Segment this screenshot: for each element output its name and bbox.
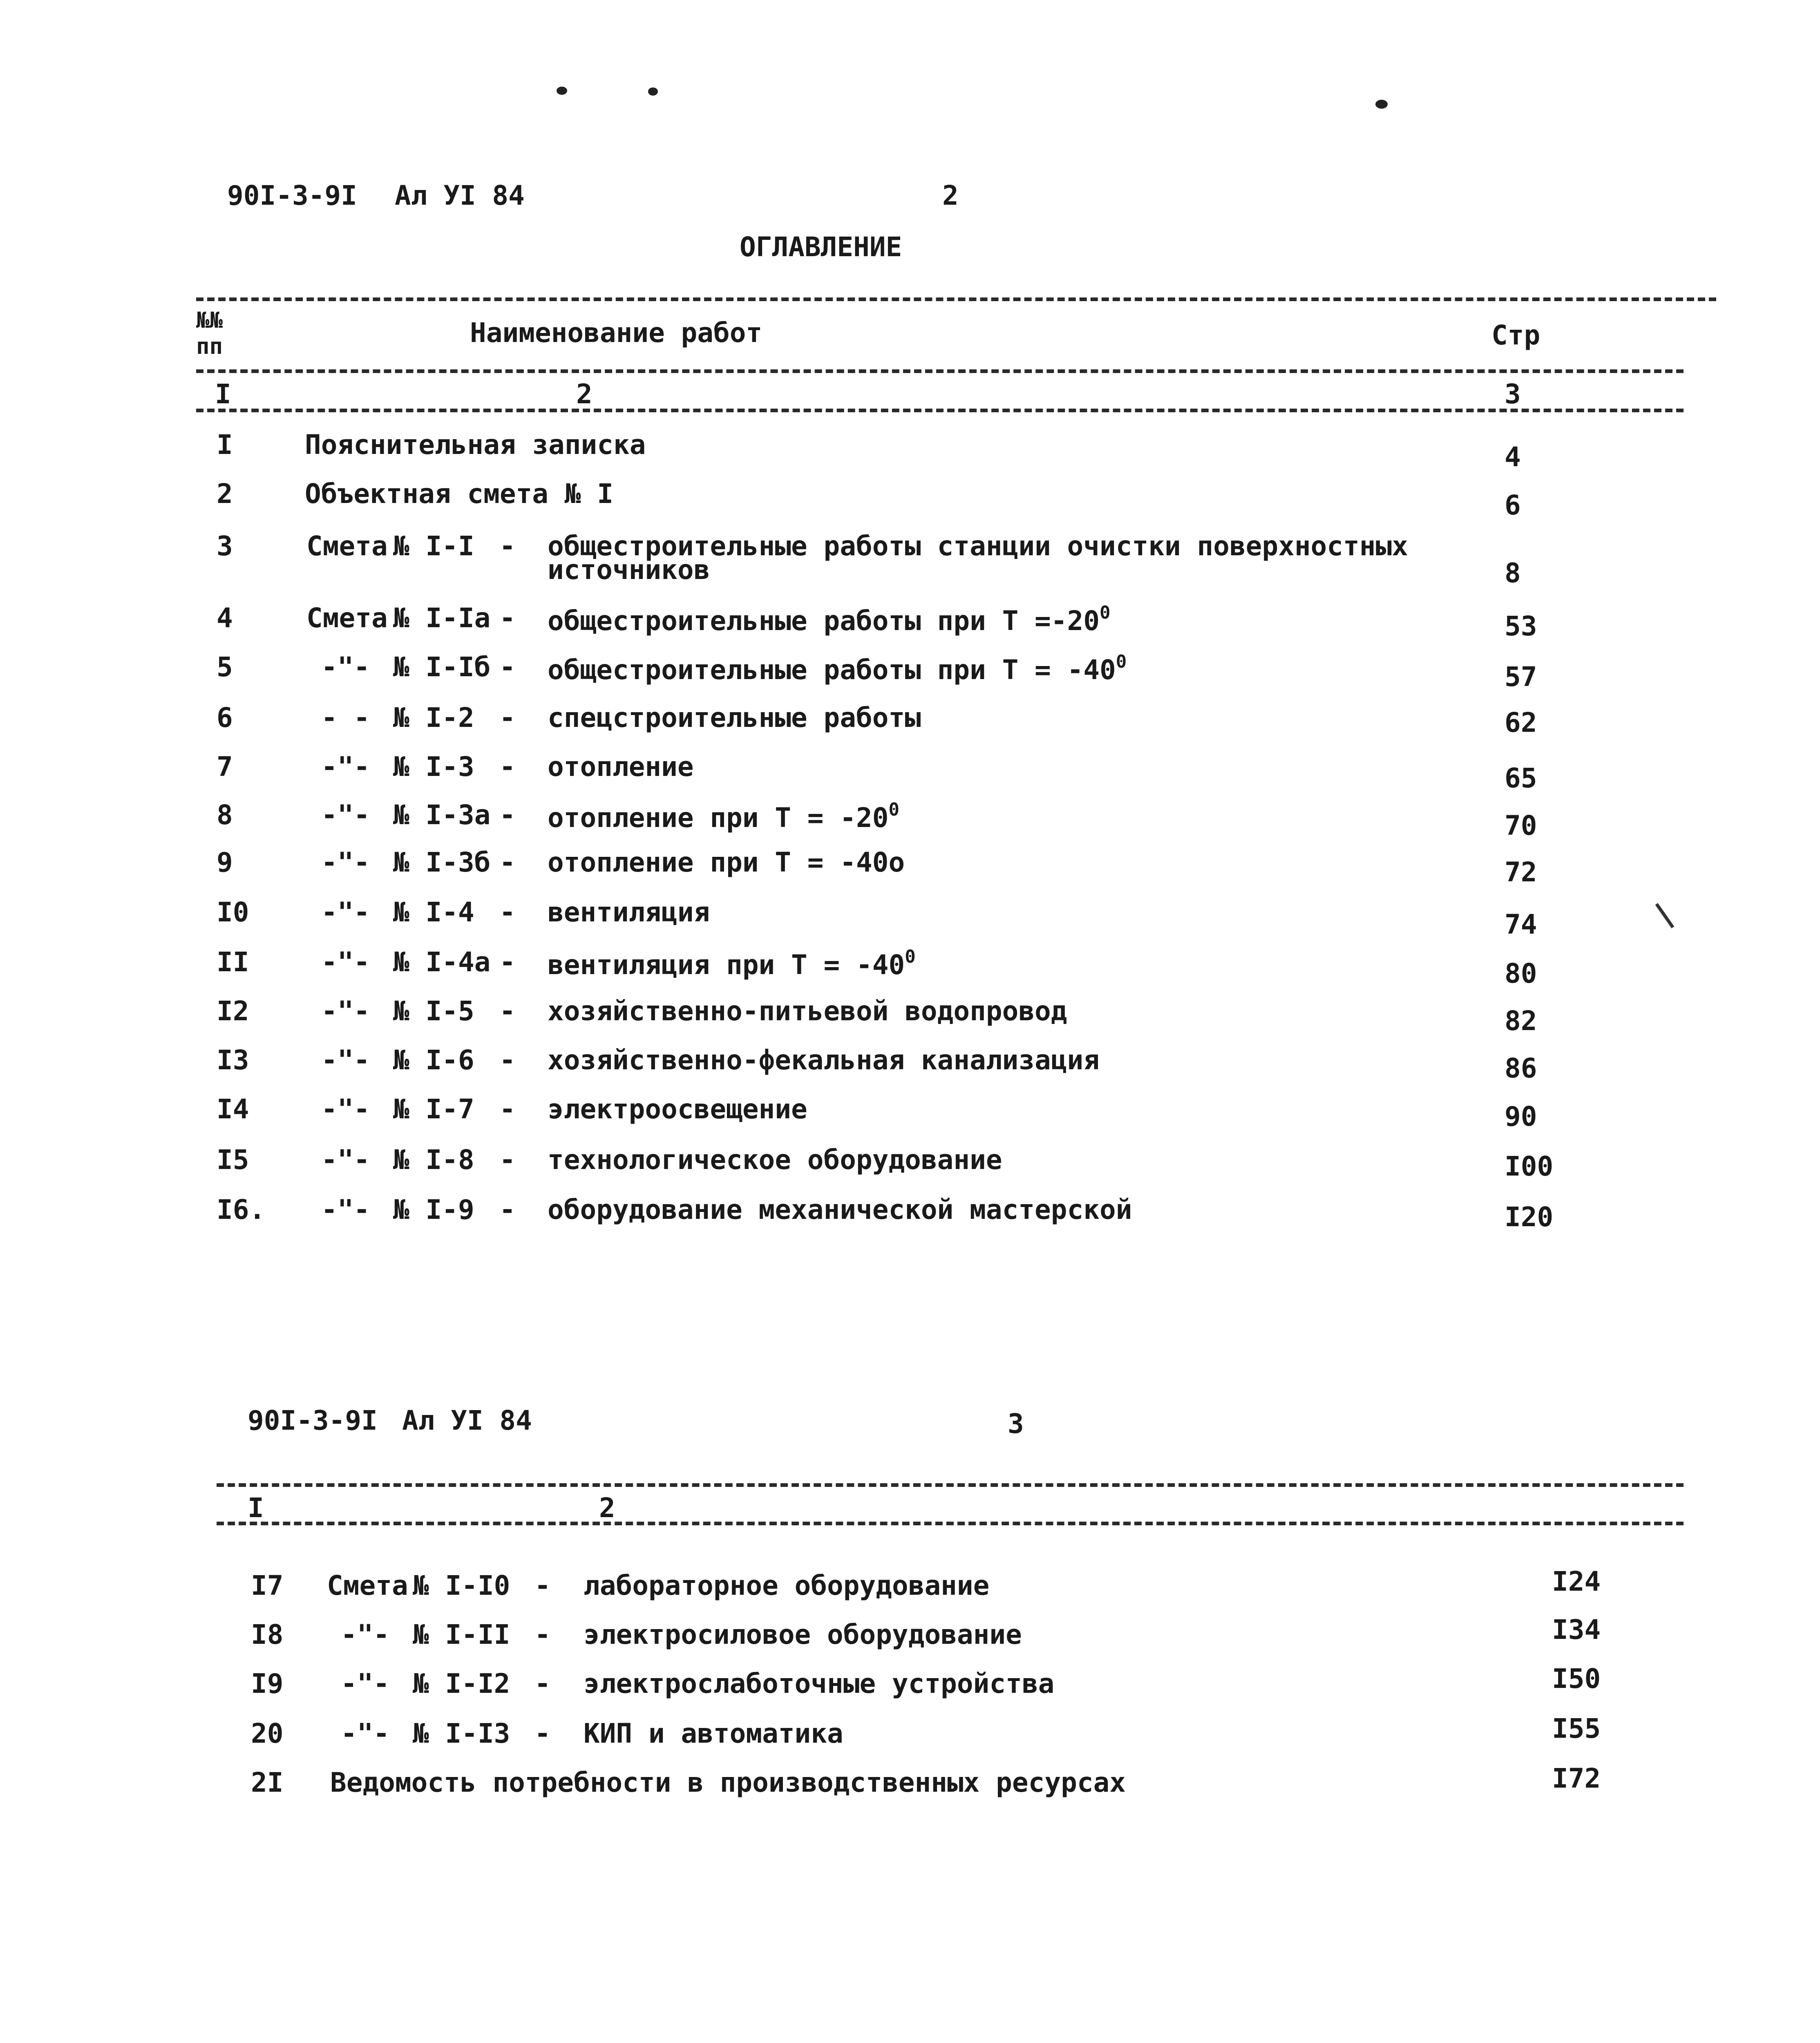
estimate-label: -"- bbox=[321, 847, 370, 878]
row-dash: - bbox=[534, 1718, 551, 1749]
column-header-page: Стр bbox=[1491, 320, 1541, 351]
row-dash: - bbox=[499, 1144, 516, 1176]
estimate-ref: № I-I3 bbox=[413, 1718, 510, 1749]
row-title: вентиляция при $Т = -40^0$ bbox=[548, 946, 916, 981]
row-number: 9 bbox=[217, 847, 233, 878]
estimate-ref: № I-8 bbox=[393, 1144, 474, 1176]
row-dash: - bbox=[534, 1619, 551, 1650]
estimate-ref: № I-5 bbox=[393, 995, 474, 1027]
estimate-ref: № I-6 bbox=[393, 1044, 474, 1076]
column-index-3: 3 bbox=[1505, 378, 1521, 410]
row-dash: - bbox=[499, 847, 516, 878]
column-index-2: 2 bbox=[576, 378, 593, 410]
estimate-label: -"- bbox=[321, 651, 370, 683]
estimate-label: -"- bbox=[321, 896, 370, 928]
row-dash: - bbox=[499, 651, 516, 683]
estimate-ref: № I-I0 bbox=[413, 1570, 510, 1601]
album-number-2: Ал УI 84 bbox=[402, 1405, 532, 1436]
row-number: I0 bbox=[217, 896, 249, 928]
row-title: оборудование механической мастерской bbox=[548, 1194, 1132, 1225]
row-page: 72 bbox=[1505, 856, 1537, 888]
row-dash: - bbox=[499, 946, 516, 978]
table-top-rule bbox=[196, 297, 1716, 301]
row-title-continued: источников bbox=[548, 554, 710, 586]
header-bottom-rule bbox=[196, 369, 1684, 373]
estimate-ref: № I-I2 bbox=[413, 1668, 510, 1699]
row-page: 65 bbox=[1505, 762, 1537, 794]
album-number: Ал УI 84 bbox=[395, 180, 525, 211]
estimate-label: Смета bbox=[327, 1570, 408, 1601]
row-number: I bbox=[217, 429, 233, 460]
row-dash: - bbox=[499, 995, 516, 1027]
row-title: лабораторное оборудование bbox=[584, 1570, 990, 1601]
row-number: I5 bbox=[217, 1144, 249, 1176]
row-number: 2 bbox=[217, 478, 233, 510]
degree-superscript: 0 bbox=[1100, 602, 1111, 623]
row-title: хозяйственно-питьевой водопровод bbox=[548, 995, 1067, 1027]
estimate-ref: № I-Iа bbox=[393, 602, 491, 634]
document-code: 90I-3-9I bbox=[227, 180, 357, 211]
estimate-label: -"- bbox=[321, 1093, 370, 1125]
row-number: 20 bbox=[251, 1718, 284, 1749]
estimate-ref: № I-7 bbox=[393, 1093, 474, 1125]
row-page: I72 bbox=[1552, 1763, 1601, 1794]
row-dash: - bbox=[499, 751, 516, 782]
row-page: 4 bbox=[1505, 441, 1521, 473]
column2-index-1: I bbox=[248, 1492, 264, 1524]
scan-mark bbox=[1655, 903, 1675, 928]
row-number: 8 bbox=[217, 799, 233, 831]
estimate-label: Смета bbox=[306, 602, 388, 634]
row-number: II bbox=[217, 946, 249, 978]
degree-superscript: 0 bbox=[905, 946, 916, 967]
row-page: 86 bbox=[1505, 1053, 1537, 1084]
row-number: I9 bbox=[251, 1668, 284, 1699]
estimate-label: -"- bbox=[321, 946, 370, 978]
estimate-label: -"- bbox=[341, 1668, 390, 1699]
page-title: ОГЛАВЛЕНИЕ bbox=[740, 231, 902, 263]
row-page: I50 bbox=[1552, 1663, 1601, 1694]
scan-speck bbox=[648, 87, 658, 96]
estimate-ref: № I-3 bbox=[393, 751, 474, 782]
estimate-ref: № I-3а bbox=[393, 799, 491, 831]
row-title: КИП и автоматика bbox=[584, 1718, 843, 1749]
row-number: 4 bbox=[217, 602, 233, 634]
row-page: I20 bbox=[1505, 1201, 1554, 1233]
page-number: 2 bbox=[942, 180, 959, 211]
row-title: Пояснительная записка bbox=[305, 429, 646, 460]
estimate-label: -"- bbox=[321, 1144, 370, 1176]
row-dash: - bbox=[499, 799, 516, 831]
row-dash: - bbox=[499, 530, 516, 562]
column-header-name: Наименование работ bbox=[470, 317, 762, 349]
row-title: общестроительные работы при $Т = -40^0$ bbox=[548, 651, 1127, 686]
scan-speck bbox=[557, 87, 567, 95]
row-page: I34 bbox=[1552, 1614, 1601, 1645]
estimate-label: -"- bbox=[321, 1194, 370, 1225]
row-number: I4 bbox=[217, 1093, 249, 1125]
row-title: отопление при Т = -40о bbox=[548, 847, 905, 878]
row-title: электросиловое оборудование bbox=[584, 1619, 1022, 1650]
row-dash: - bbox=[534, 1570, 551, 1601]
row-page: 57 bbox=[1505, 661, 1537, 693]
row-page: I00 bbox=[1505, 1151, 1554, 1182]
row-dash: - bbox=[499, 1093, 516, 1125]
row-page: 90 bbox=[1505, 1101, 1537, 1132]
row-number: 3 bbox=[217, 530, 233, 562]
row-title: Ведомость потребности в производственных ресурсах bbox=[330, 1767, 1126, 1798]
row-title: общестроительные работы при $Т =-20^0$ bbox=[548, 602, 1111, 637]
degree-superscript: 0 bbox=[888, 799, 899, 820]
column-index-1: I bbox=[215, 378, 231, 410]
row-dash: - bbox=[534, 1668, 551, 1699]
estimate-ref: № I-Iб bbox=[393, 651, 491, 683]
row-title: спецстроительные работы bbox=[548, 702, 921, 733]
row-number: I6. bbox=[217, 1194, 266, 1225]
row-title: отопление при $Т = -20^0$ bbox=[548, 799, 899, 834]
row-number: I8 bbox=[251, 1619, 284, 1650]
column2-index-2: 2 bbox=[599, 1492, 615, 1524]
estimate-ref: № I-II bbox=[413, 1619, 510, 1650]
row-number: 6 bbox=[217, 702, 233, 733]
row-dash: - bbox=[499, 896, 516, 928]
estimate-ref: № I-2 bbox=[393, 702, 474, 733]
row-page: 53 bbox=[1505, 610, 1537, 642]
table2-index-rule bbox=[217, 1522, 1684, 1525]
row-title: Объектная смета № I bbox=[305, 478, 613, 510]
row-number: I7 bbox=[251, 1570, 284, 1601]
row-number: 5 bbox=[217, 651, 233, 683]
page-number-2: 3 bbox=[1008, 1408, 1024, 1439]
document-code-2: 90I-3-9I bbox=[248, 1405, 378, 1436]
row-dash: - bbox=[499, 1044, 516, 1076]
degree-superscript: 0 bbox=[1116, 651, 1127, 672]
row-number: I2 bbox=[217, 995, 249, 1027]
row-title: электроосвещение bbox=[548, 1093, 807, 1125]
estimate-label: -"- bbox=[341, 1619, 390, 1650]
estimate-label: -"- bbox=[321, 1044, 370, 1076]
row-page: 80 bbox=[1505, 958, 1537, 989]
row-page: 6 bbox=[1505, 490, 1521, 521]
row-page: I55 bbox=[1552, 1713, 1601, 1744]
row-page: I24 bbox=[1552, 1566, 1601, 1597]
row-dash: - bbox=[499, 602, 516, 634]
row-title: отопление bbox=[548, 751, 694, 782]
row-title: вентиляция bbox=[548, 896, 710, 928]
estimate-label: - - bbox=[321, 702, 370, 733]
index-bottom-rule bbox=[196, 409, 1684, 412]
estimate-ref: № I-I bbox=[393, 530, 474, 562]
row-title: общестроительные работы станции очистки поверхностных bbox=[548, 530, 1408, 562]
table2-top-rule bbox=[217, 1483, 1684, 1487]
row-dash: - bbox=[499, 1194, 516, 1225]
row-page: 70 bbox=[1505, 810, 1537, 841]
row-page: 62 bbox=[1505, 707, 1537, 738]
estimate-label: -"- bbox=[321, 995, 370, 1027]
row-page: 8 bbox=[1505, 557, 1521, 589]
estimate-ref: № I-3б bbox=[393, 847, 491, 878]
scan-speck bbox=[1375, 100, 1388, 109]
row-title: хозяйственно-фекальная канализация bbox=[548, 1044, 1100, 1076]
estimate-label: Смета bbox=[306, 530, 388, 562]
row-title: технологическое оборудование bbox=[548, 1144, 1002, 1176]
estimate-ref: № I-4а bbox=[393, 946, 491, 978]
estimate-ref: № I-4 bbox=[393, 896, 474, 928]
column-header-number: №№ пп bbox=[196, 307, 223, 359]
row-number: I3 bbox=[217, 1044, 249, 1076]
estimate-label: -"- bbox=[321, 799, 370, 831]
row-number: 2I bbox=[251, 1767, 284, 1798]
row-dash: - bbox=[499, 702, 516, 733]
row-number: 7 bbox=[217, 751, 233, 782]
row-title: электрослаботочные устройства bbox=[584, 1668, 1055, 1699]
estimate-ref: № I-9 bbox=[393, 1194, 474, 1225]
estimate-label: -"- bbox=[341, 1718, 390, 1749]
row-page: 74 bbox=[1505, 909, 1537, 940]
row-page: 82 bbox=[1505, 1005, 1537, 1037]
estimate-label: -"- bbox=[321, 751, 370, 782]
